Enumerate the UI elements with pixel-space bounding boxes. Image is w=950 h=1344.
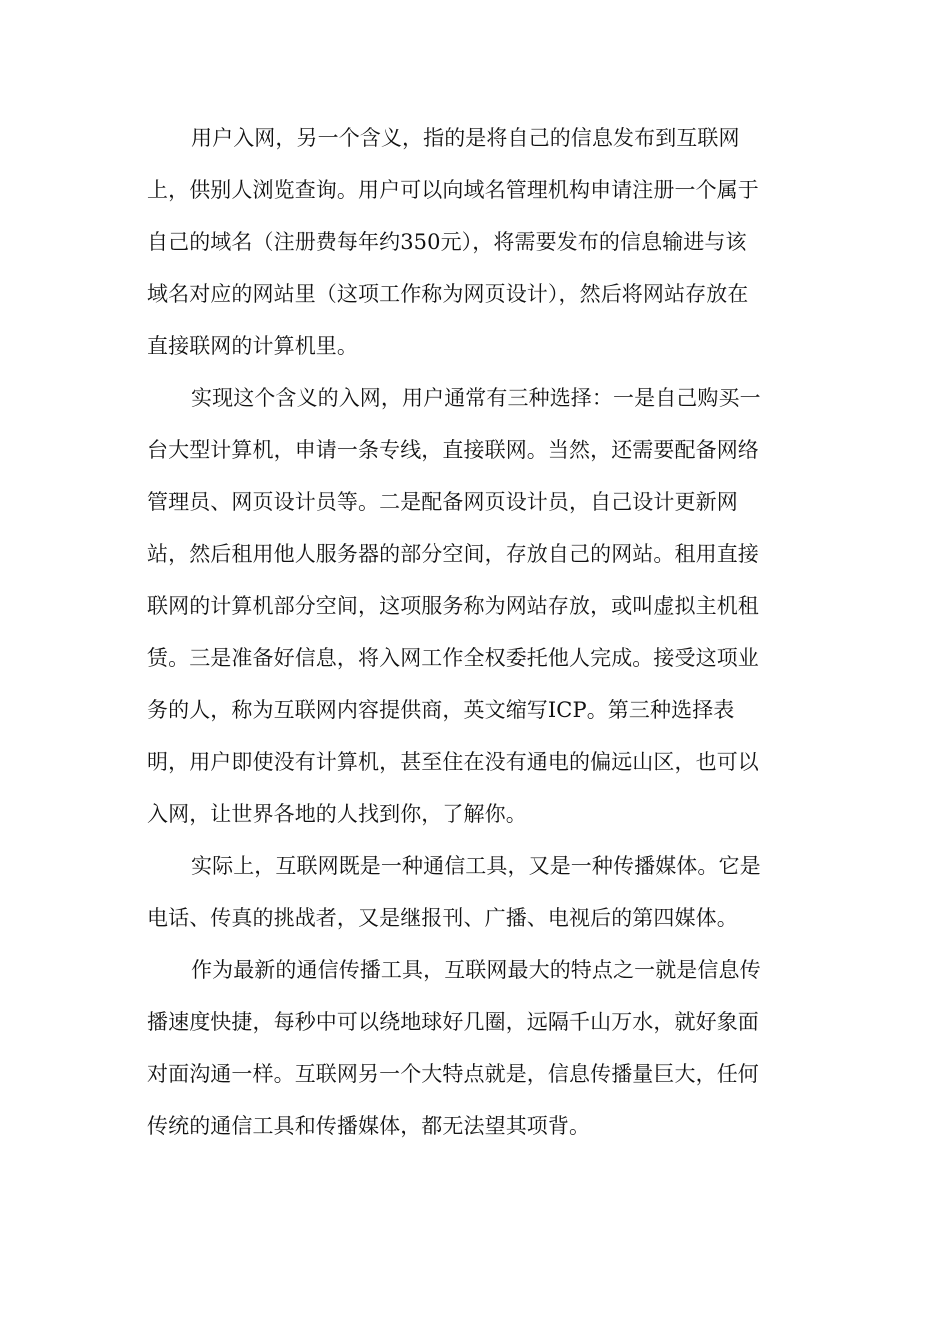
text-line: 用户入网，另一个含义，指的是将自己的信息发布到互联网 bbox=[191, 126, 740, 150]
text-line: 入网，让世界各地的人找到你，了解你。 bbox=[147, 802, 527, 826]
text-line: 上，供别人浏览查询。用户可以向域名管理机构申请注册一个属于 bbox=[147, 178, 759, 202]
text-line: 直接联网的计算机里。 bbox=[147, 334, 358, 358]
text-line: 电话、传真的挑战者，又是继报刊、广播、电视后的第四媒体。 bbox=[147, 906, 738, 930]
text-line: 作为最新的通信传播工具，互联网最大的特点之一就是信息传 bbox=[191, 958, 761, 982]
text-line: 对面沟通一样。互联网另一个大特点就是，信息传播量巨大，任何 bbox=[147, 1062, 759, 1086]
text-line: 务的人，称为互联网内容提供商，英文缩写ICP。第三种选择表 bbox=[147, 698, 735, 722]
paragraph-1 bbox=[147, 112, 799, 372]
text-line: 实现这个含义的入网，用户通常有三种选择：一是自己购买一 bbox=[191, 386, 761, 410]
text-line: 明，用户即使没有计算机，甚至住在没有通电的偏远山区，也可以 bbox=[147, 750, 759, 774]
document-body bbox=[147, 112, 799, 1152]
text-line: 站，然后租用他人服务器的部分空间，存放自己的网站。租用直接 bbox=[147, 542, 759, 566]
paragraph-2 bbox=[147, 372, 799, 840]
text-line: 播速度快捷，每秒中可以绕地球好几圈，远隔千山万水，就好象面 bbox=[147, 1010, 759, 1034]
text-line: 管理员、网页设计员等。二是配备网页设计员，自己设计更新网 bbox=[147, 490, 738, 514]
text-line: 实际上，互联网既是一种通信工具，又是一种传播媒体。它是 bbox=[191, 854, 761, 878]
paragraph-4 bbox=[147, 944, 799, 1152]
text-line: 域名对应的网站里（这项工作称为网页设计），然后将网站存放在 bbox=[147, 282, 749, 306]
text-line: 赁。三是准备好信息，将入网工作全权委托他人完成。接受这项业 bbox=[147, 646, 759, 670]
text-line: 联网的计算机部分空间，这项服务称为网站存放，或叫虚拟主机租 bbox=[147, 594, 759, 618]
paragraph-3 bbox=[147, 840, 799, 944]
text-line: 台大型计算机，申请一条专线，直接联网。当然，还需要配备网络 bbox=[147, 438, 759, 462]
text-line: 自己的域名（注册费每年约350元），将需要发布的信息输进与该 bbox=[147, 230, 747, 254]
text-line: 传统的通信工具和传播媒体，都无法望其项背。 bbox=[147, 1114, 591, 1138]
